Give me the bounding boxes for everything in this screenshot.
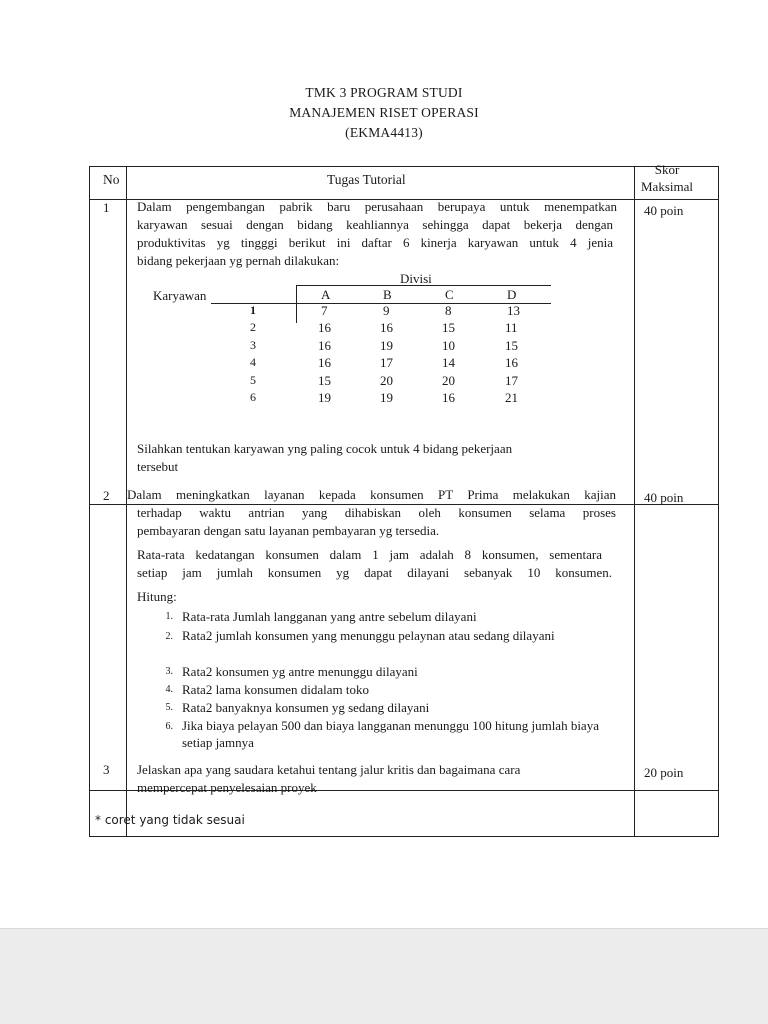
doc-title-line-2: MANAJEMEN RISET OPERASI <box>289 105 479 120</box>
list-item <box>165 608 602 626</box>
matrix-cell: 15 <box>318 373 331 388</box>
matrix-cell: 19 <box>318 390 331 405</box>
matrix-row-id: 2 <box>250 320 256 334</box>
matrix-cell: 15 <box>442 320 455 335</box>
matrix-row-id: 4 <box>250 355 256 369</box>
row-1-number: 1 <box>103 200 110 215</box>
matrix-row-id: 1 <box>250 303 256 317</box>
row-2-rate-line: Rata-rata kedatangan konsumen dalam 1 jam adalah 8 konsumen, sementara <box>137 547 602 562</box>
matrix-cell: 16 <box>442 390 455 405</box>
matrix-row-label-karyawan: Karyawan <box>153 288 207 303</box>
row-1-closing-line: Silahkan tentukan karyawan yng paling cocok untuk 4 bidang pekerjaan <box>137 441 513 456</box>
list-item <box>165 627 582 663</box>
matrix-cell: 15 <box>505 338 518 353</box>
matrix-cell: 13 <box>507 303 520 318</box>
list-item <box>165 717 602 753</box>
row-3-number: 3 <box>103 762 110 777</box>
matrix-cell: 16 <box>318 320 331 335</box>
row-2-line: pembayaran dengan satu layanan pembayaran yg tersedia. <box>137 523 440 538</box>
matrix-col-header: B <box>383 287 392 302</box>
matrix-cell: 20 <box>380 373 393 388</box>
matrix-col-header: A <box>321 287 331 302</box>
list-item-number: 4. <box>165 684 173 695</box>
matrix-cell: 9 <box>383 303 390 318</box>
list-item <box>165 681 602 699</box>
matrix-cell: 16 <box>505 355 518 370</box>
table-left-border <box>89 166 90 836</box>
footnote: * coret yang tidak sesuai <box>95 813 245 827</box>
list-item-text: Jika biaya pelayan 500 dan biaya langganan menunggu 100 hitung jumlah biaya setiap jamnya <box>182 718 599 750</box>
matrix-cell: 11 <box>505 320 518 335</box>
list-item-text: Rata-rata Jumlah langganan yang antre sebelum dilayani <box>182 609 477 624</box>
matrix-cell: 16 <box>318 355 331 370</box>
matrix-cell: 17 <box>380 355 393 370</box>
matrix-cell: 19 <box>380 338 393 353</box>
matrix-col-header: D <box>507 287 517 302</box>
row-2-number: 2 <box>103 488 110 503</box>
row-1-intro-line: karyawan sesuai dengan bidang keahliannya sehingga dapat bekerja dengan <box>137 217 613 232</box>
list-item-text: Rata2 konsumen yg antre menunggu dilayani <box>182 664 418 679</box>
table-top-border <box>89 166 719 167</box>
matrix-cell: 21 <box>505 390 518 405</box>
list-item-text: Rata2 banyaknya konsumen yg sedang dilayani <box>182 700 430 715</box>
row-2-rate-line: setiap jam jumlah konsumen yg dapat dilayani sebanyak 10 konsumen. <box>137 565 612 580</box>
row-2-hitung-label: Hitung: <box>137 589 177 604</box>
matrix-col-header: C <box>445 287 454 302</box>
list-item-text: Rata2 lama konsumen didalam toko <box>182 682 370 697</box>
header-skor-maksimal: Skor Maksimal <box>641 162 693 194</box>
matrix-cell: 7 <box>321 303 328 318</box>
list-item-number: 5. <box>165 702 173 713</box>
row-3-line: mempercepat penyelesaian proyek <box>137 780 317 795</box>
list-item-number: 6. <box>165 721 173 732</box>
matrix-cell: 19 <box>380 390 393 405</box>
table-bottom-border <box>89 836 719 837</box>
row-2-question-list <box>165 608 602 753</box>
matrix-row-id: 5 <box>250 373 256 387</box>
matrix-cell: 16 <box>318 338 331 353</box>
matrix-cell: 8 <box>445 303 452 318</box>
list-item-number: 3. <box>165 666 173 677</box>
row-1-score: 40 poin <box>644 203 684 218</box>
doc-title-line-1: TMK 3 PROGRAM STUDI <box>305 85 463 100</box>
matrix-row-id: 3 <box>250 338 256 352</box>
row-1-intro-line: produktivitas yg tingggi berikut ini daftar 6 kinerja karyawan untuk 4 jenia <box>137 235 613 250</box>
header-tugas-tutorial: Tugas Tutorial <box>327 172 406 187</box>
row-2-line: terhadap waktu antrian yang dihabiskan oleh konsumen selama proses <box>137 505 616 520</box>
matrix-cell: 14 <box>442 355 455 370</box>
matrix-cell: 10 <box>442 338 455 353</box>
matrix-cell: 16 <box>380 320 393 335</box>
table-column-divider <box>634 166 635 836</box>
row-3-line: Jelaskan apa yang saudara ketahui tentang jalur kritis dan bagaimana cara <box>137 762 521 777</box>
row-1-intro-line: bidang pekerjaan yg pernah dilakukan: <box>137 253 340 268</box>
row-1-closing-line: tersebut <box>137 459 179 474</box>
doc-title-line-3: (EKMA4413) <box>345 125 423 140</box>
list-item-number: 1. <box>165 611 173 622</box>
header-no: No <box>103 172 120 187</box>
matrix-title-divisi: Divisi <box>400 271 432 286</box>
matrix-cell: 17 <box>505 373 518 388</box>
table-right-border <box>718 166 719 836</box>
row-2-score: 40 poin <box>644 490 684 505</box>
list-item <box>165 699 602 717</box>
list-item-number: 2. <box>165 631 173 642</box>
list-item-text: Rata2 jumlah konsumen yang menunggu pelaynan atau sedang dilayani <box>182 628 555 643</box>
matrix-row-id: 6 <box>250 390 256 404</box>
row-1-intro-line: Dalam pengembangan pabrik baru perusahaan berupaya untuk menempatkan <box>137 199 617 214</box>
row-2-line: Dalam meningkatkan layanan kepada konsumen PT Prima melakukan kajian <box>127 487 616 502</box>
matrix-cell: 20 <box>442 373 455 388</box>
list-item <box>165 663 602 681</box>
row-3-score: 20 poin <box>644 765 684 780</box>
